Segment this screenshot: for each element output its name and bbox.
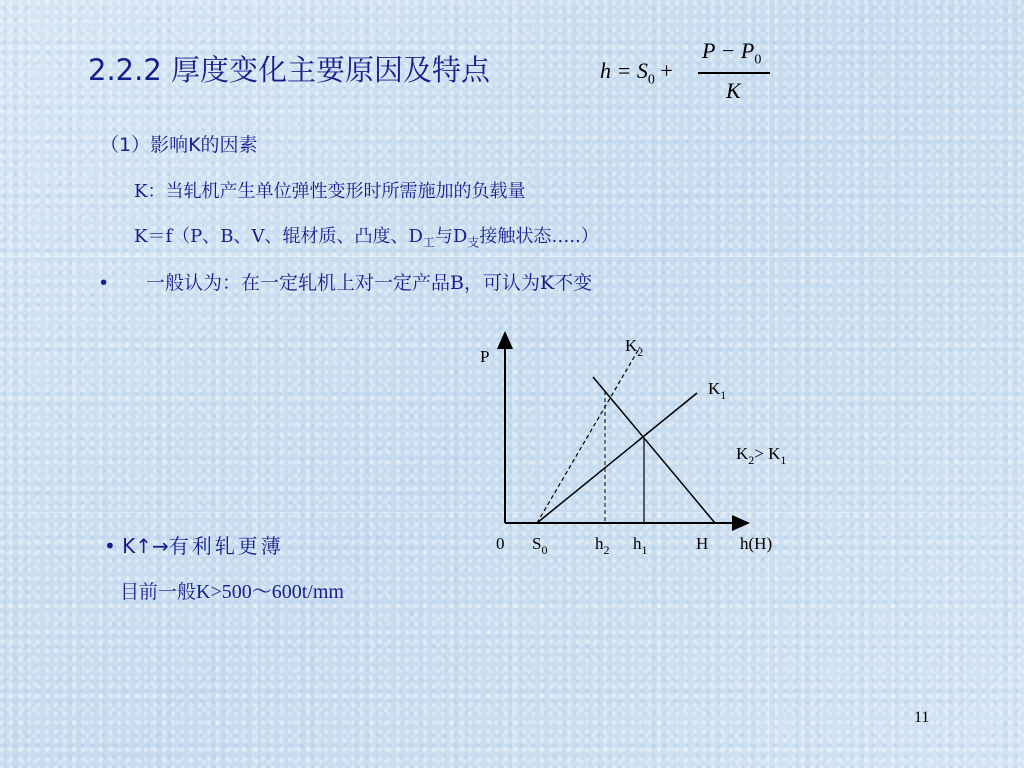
bullet-marker: • <box>104 534 116 558</box>
x-tick-s0: $S_0$ <box>532 534 548 557</box>
slide-title: 2.2.2 厚度变化主要原因及特点 <box>88 53 491 87</box>
background-seam <box>0 256 1024 257</box>
current-k-range: 目前一般K>500～600t/mm <box>120 581 344 603</box>
k-arrow-text: K↑→ <box>122 534 169 558</box>
k-function-line: K＝f（P、B、V、辊材质、凸度、$D_工$与$D_支$接触状态…..） <box>134 226 599 250</box>
bullet-k-constant <box>98 268 592 295</box>
bullet-text: 有利轧更薄 <box>168 534 284 558</box>
k-comparison-annotation: $K_2> K_1$ <box>736 444 787 467</box>
x-axis-label: h(H) <box>740 534 773 553</box>
k2-line <box>537 347 640 523</box>
x-tick-h1: $h_1$ <box>633 534 648 557</box>
k-definition: K：当轧机产生单位弹性变形时所需施加的负载量 <box>134 181 526 202</box>
plastic-curve <box>593 377 715 523</box>
x-tick-h2: $h_2$ <box>595 534 610 557</box>
thickness-formula <box>600 36 790 106</box>
bullet-k-thinner <box>104 530 284 559</box>
page-number: 11 <box>914 709 930 726</box>
p-h-diagram <box>470 325 810 575</box>
formula-numerator: $P - P_0$ <box>702 38 762 68</box>
formula-denominator: K <box>726 78 741 103</box>
origin-label: 0 <box>496 534 505 553</box>
fraction-bar <box>698 72 770 74</box>
formula-lhs: $h = S_0$ + <box>600 58 673 88</box>
background-seam <box>256 0 257 768</box>
k1-label: $K_1$ <box>708 379 727 402</box>
k2-label: $K_2$ <box>625 336 644 359</box>
bullet-marker: • <box>98 272 110 294</box>
bullet-text: 一般认为：在一定轧机上对一定产品B，可认为K不变 <box>146 272 593 294</box>
k1-line <box>537 393 697 523</box>
x-tick-H: H <box>696 534 709 553</box>
section-heading: （1）影响K的因素 <box>100 134 258 156</box>
y-axis-label: P <box>480 347 490 366</box>
